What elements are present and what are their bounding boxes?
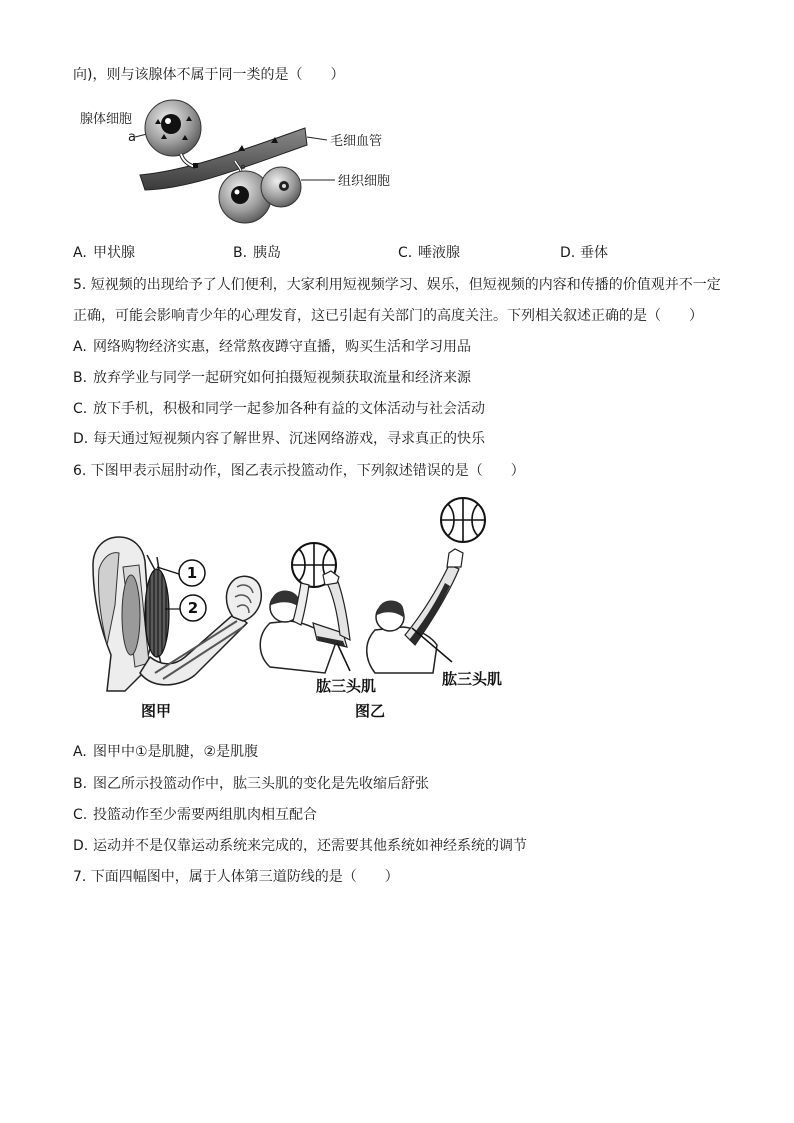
option-letter: D.: [73, 431, 89, 447]
q4-option-b: [233, 243, 281, 263]
endocrine-diagram: [75, 95, 400, 230]
option-letter: C.: [398, 245, 413, 261]
option-letter: A.: [73, 339, 87, 355]
label-1: 1: [186, 564, 198, 582]
triceps-label-left: 肱三头肌: [316, 677, 377, 695]
biceps-tendon-top: [147, 555, 155, 570]
muscle-movement-diagram: [85, 495, 525, 725]
q4-option-a: [73, 243, 135, 263]
tissue-cell-large-nucleus: [231, 186, 249, 204]
ulna-bone: [163, 627, 243, 679]
option-letter: A.: [73, 245, 87, 261]
option-letter: B.: [233, 245, 248, 261]
option-text: 放下手机，积极和同学一起参加各种有益的文体活动与社会活动: [93, 401, 485, 417]
arm-figure: [93, 537, 261, 720]
option-text: 甲状腺: [93, 245, 135, 261]
q4-option-d: [560, 243, 608, 263]
option-letter: A.: [73, 744, 87, 760]
q5-option-d: [73, 429, 485, 449]
q7-stem: 7. 下面四幅图中，属于人体第三道防线的是（ ）: [73, 869, 399, 885]
option-text: 胰岛: [253, 245, 281, 261]
player-2: [367, 498, 502, 688]
option-letter: C.: [73, 807, 88, 823]
q5-stem-line-2: 正确，可能会影响青少年的心理发育，这已引起有关部门的高度关注。下列相关叙述正确的是（ ）: [73, 308, 703, 324]
secretion-junction: [193, 163, 198, 168]
q6-option-c: [73, 805, 317, 825]
q6-option-b: [73, 774, 429, 794]
a-label: a: [128, 130, 136, 145]
tissue-small-nucleus-center: [282, 184, 286, 188]
q6-option-d: [73, 836, 527, 856]
capillary-leader: [307, 137, 327, 140]
option-letter: D.: [73, 838, 89, 854]
triceps-label-right: 肱三头肌: [442, 670, 503, 688]
gland-cell-label: 腺体细胞: [80, 112, 133, 127]
caption-a: 图甲: [141, 702, 172, 720]
player-2-torso: [367, 627, 437, 673]
option-letter: C.: [73, 401, 88, 417]
option-text: 网络购物经济实惠，经常熬夜蹲守直播，购买生活和学习用品: [93, 339, 471, 355]
player-2-hand: [447, 549, 463, 567]
q5-stem-line-1: 5. 短视频的出现给予了人们便利，大家利用短视频学习、娱乐，但短视频的内容和传播的价值观并不一定: [73, 277, 721, 293]
option-text: 运动并不是仅靠运动系统来完成的，还需要其他系统如神经系统的调节: [93, 838, 527, 854]
caption-b: 图乙: [355, 702, 386, 720]
player-2-triceps: [409, 583, 450, 645]
q5-option-c: [73, 399, 485, 419]
option-text: 放弃学业与同学一起研究如何拍摄短视频获取流量和经济来源: [93, 370, 471, 386]
q6-option-a: [73, 742, 258, 762]
triceps-left-leader: [337, 643, 350, 671]
triceps-muscle: [122, 575, 140, 655]
gland-nucleus-highlight: [165, 118, 171, 124]
option-text: 图甲中①是肌腱，②是肌腹: [93, 744, 259, 760]
option-text: 每天通过短视频内容了解世界、沉迷网络游戏，寻求真正的快乐: [93, 431, 485, 447]
capillary-label: 毛细血管: [330, 134, 383, 149]
option-text: 图乙所示投篮动作中，肱三头肌的变化是先收缩后舒张: [93, 776, 429, 792]
player-2-arm: [405, 565, 459, 645]
option-text: 垂体: [580, 245, 608, 261]
q5-option-b: [73, 368, 471, 388]
q5-option-a: [73, 337, 471, 357]
tissue-nucleus-highlight: [235, 190, 240, 195]
secretion-path: [181, 154, 195, 167]
option-letter: B.: [73, 370, 88, 386]
gland-cell-nucleus: [161, 114, 181, 134]
q6-stem: 6. 下图甲表示屈肘动作，图乙表示投篮动作，下列叙述错误的是（ ）: [73, 463, 525, 479]
option-letter: B.: [73, 776, 88, 792]
tissue-cell-label: 组织细胞: [338, 174, 391, 189]
q4-option-c: [398, 243, 460, 263]
option-letter: D.: [560, 245, 576, 261]
basketball-2-seams: [441, 498, 485, 542]
q4-stem-tail: 向)，则与该腺体不属于同一类的是（ ）: [73, 67, 345, 83]
fist: [226, 576, 261, 621]
option-text: 唾液腺: [418, 245, 460, 261]
biceps-muscle-belly: [145, 569, 169, 657]
label-2: 2: [187, 599, 199, 617]
player-1: [260, 543, 376, 695]
option-text: 投篮动作至少需要两组肌肉相互配合: [93, 807, 317, 823]
